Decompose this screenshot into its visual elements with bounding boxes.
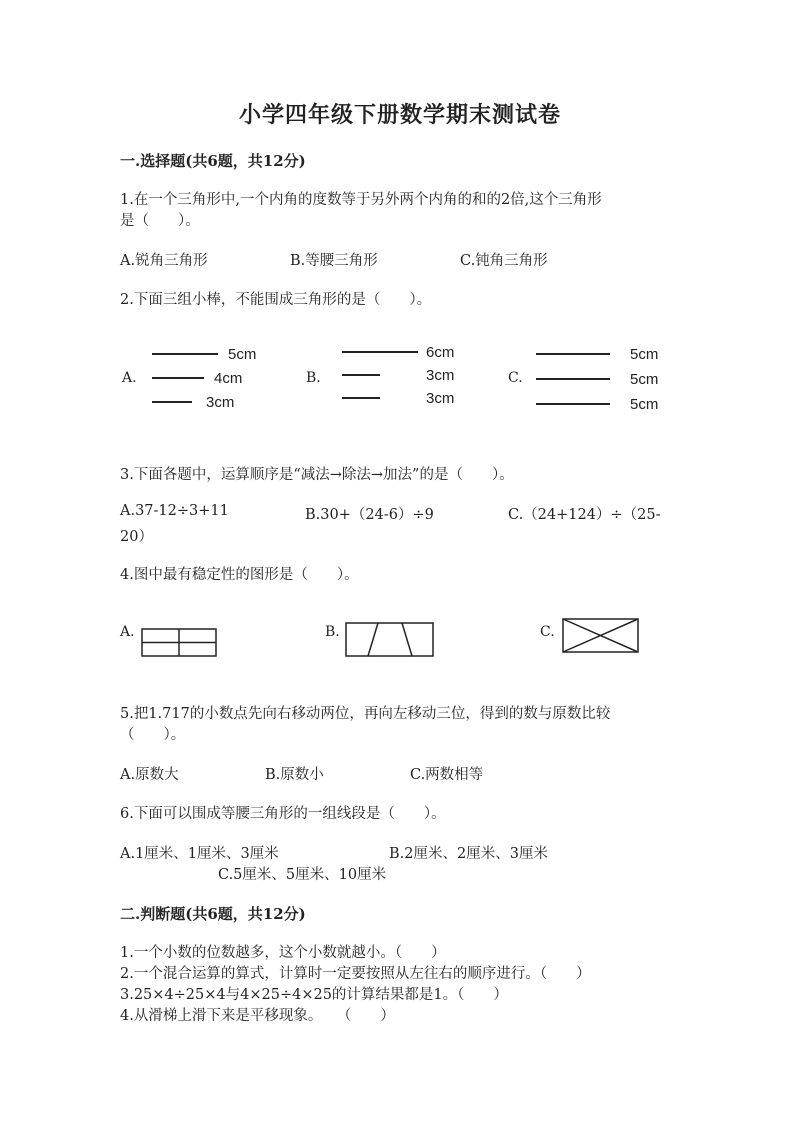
stick-b-2-label: 3cm — [426, 367, 455, 384]
section-heading-judgement: 二.判断题(共6题，共12分) — [120, 905, 306, 923]
question-3-option-a: A.37-12÷3+11 — [120, 503, 229, 519]
question-3-text: 3.下面各题中，运算顺序是“减法→除法→加法”的是（ ）。 — [120, 467, 514, 483]
question-3-option-b: B.30+（24-6）÷9 — [305, 507, 434, 523]
question-2-figure-c-label: C. — [508, 370, 523, 386]
question-5-line1: 5.把1.717的小数点先向右移动两位，再向左移动三位，得到的数与原数比较 — [120, 706, 611, 722]
stick-b-1-label: 6cm — [426, 344, 455, 361]
question-4-figure-b-label: B. — [325, 624, 340, 640]
shape-c-crossed-rectangle — [560, 616, 642, 656]
judgement-item-3: 3.25×4÷25×4与4×25÷4×25的计算结果都是1。（ ） — [120, 987, 508, 1003]
question-6-option-c: C.5厘米、5厘米、10厘米 — [218, 867, 387, 883]
question-4-text: 4.图中最有稳定性的图形是（ ）。 — [120, 567, 359, 583]
stick-group-b — [330, 340, 470, 415]
question-4-figure-c-label: C. — [540, 624, 555, 640]
judgement-item-4: 4.从滑梯上滑下来是平移现象。 （ ） — [120, 1008, 395, 1024]
question-6-option-a: A.1厘米、1厘米、3厘米 — [120, 846, 279, 862]
question-6-text: 6.下面可以围成等腰三角形的一组线段是（ ）。 — [120, 806, 446, 822]
stick-a-1-label: 5cm — [228, 346, 257, 363]
question-3-option-c-cont: 20） — [120, 529, 153, 545]
judgement-item-1: 1.一个小数的位数越多，这个小数就越小。（ ） — [120, 945, 446, 961]
stick-b-3-label: 3cm — [426, 390, 455, 407]
section-heading-choice: 一.选择题(共6题，共12分) — [120, 152, 306, 170]
question-5-option-c: C.两数相等 — [410, 767, 484, 783]
question-1-line1: 1.在一个三角形中,一个内角的度数等于另外两个内角的和的2倍,这个三角形 — [120, 192, 602, 208]
shape-a-divided-rectangle — [140, 625, 220, 660]
question-1-line2: 是（ ）。 — [120, 213, 200, 229]
judgement-item-2: 2.一个混合运算的算式，计算时一定要按照从左往右的顺序进行。（ ） — [120, 966, 591, 982]
question-3-option-c: C.（24+124）÷（25- — [508, 507, 661, 523]
question-1-option-a: A.锐角三角形 — [120, 253, 208, 269]
page-title: 小学四年级下册数学期末测试卷 — [238, 102, 561, 128]
question-6-option-b: B.2厘米、2厘米、3厘米 — [389, 846, 548, 862]
question-2-figure-b-label: B. — [306, 370, 321, 386]
question-5-line2: （ ）。 — [120, 727, 186, 743]
stick-group-c — [530, 340, 680, 415]
question-1-option-b: B.等腰三角形 — [290, 253, 378, 269]
question-2-text: 2.下面三组小棒，不能围成三角形的是（ ）。 — [120, 292, 432, 308]
question-1-option-c: C.钝角三角形 — [460, 253, 548, 269]
shape-b-trapezoid-rectangle — [343, 620, 438, 660]
question-5-option-b: B.原数小 — [265, 767, 324, 783]
stick-c-1-label: 5cm — [630, 346, 659, 363]
stick-a-3-label: 3cm — [206, 394, 235, 411]
question-5-option-a: A.原数大 — [120, 767, 179, 783]
question-4-figure-a-label: A. — [120, 624, 135, 640]
question-2-figure-a-label: A. — [122, 370, 137, 386]
stick-group-a — [140, 340, 280, 415]
stick-a-2-label: 4cm — [214, 370, 243, 387]
stick-c-2-label: 5cm — [630, 371, 659, 388]
stick-c-3-label: 5cm — [630, 396, 659, 413]
